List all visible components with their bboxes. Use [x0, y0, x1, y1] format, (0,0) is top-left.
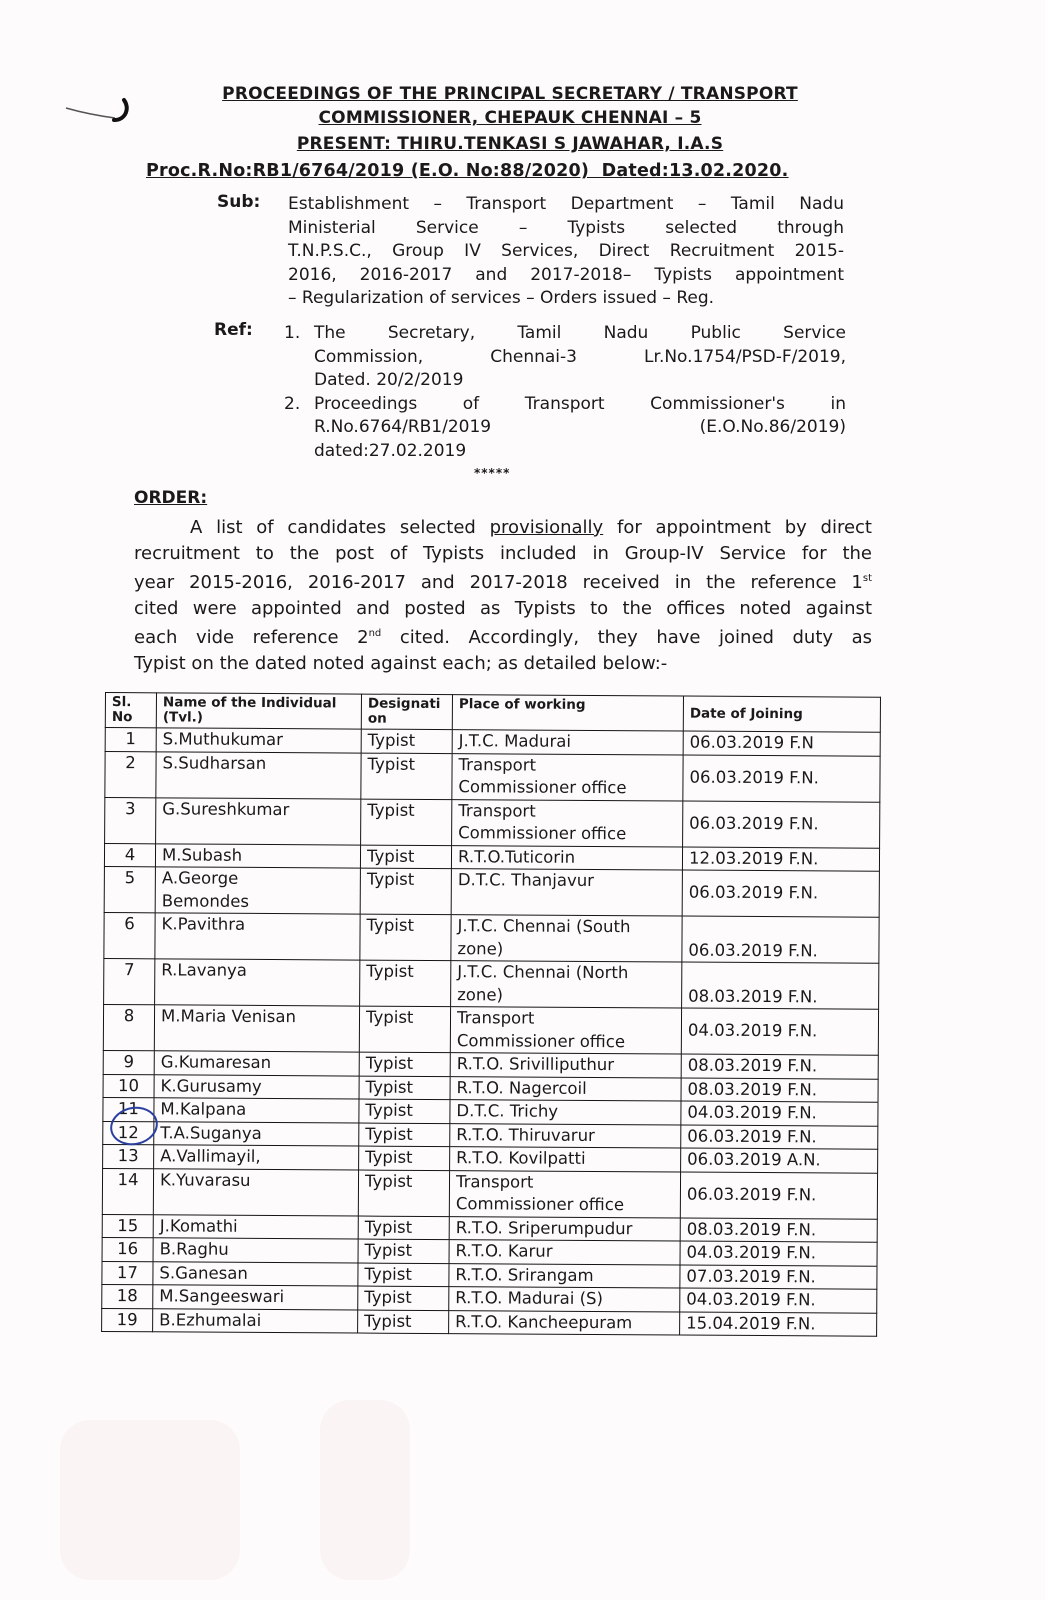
cell-sl-no: 16 — [102, 1237, 153, 1261]
place-line: Commissioner office — [455, 1194, 625, 1215]
cell-place: R.T.O. Kancheepuram — [449, 1310, 680, 1335]
order-text-fragment: A list of candidates selected — [190, 517, 490, 538]
reference-line: R.No.6764/RB1/2019 (E.O.No.86/2019) — [314, 417, 846, 437]
cell-date: 04.03.2019 F.N. — [681, 1008, 878, 1055]
cell-designation: Typist — [360, 868, 451, 915]
cell-name: R.Lavanya — [155, 959, 360, 1006]
cell-designation: Typist — [358, 1239, 449, 1263]
order-line — [134, 621, 872, 651]
cell-name: B.Ezhumalai — [153, 1308, 358, 1333]
place-line: Transport — [458, 800, 536, 821]
cell-designation: Typist — [361, 799, 452, 846]
cell-sl-no: 5 — [104, 866, 155, 912]
cell-name: M.Sangeeswari — [153, 1285, 358, 1310]
cell-place: R.T.O. Srivilliputhur — [450, 1053, 681, 1078]
cell-place: R.T.O. Kovilpatti — [450, 1147, 681, 1172]
cell-date: 06.03.2019 F.N. — [681, 1125, 878, 1150]
cell-place: R.T.O. Srirangam — [449, 1263, 680, 1288]
header-title-line-1: PROCEEDINGS OF THE PRINCIPAL SECRETARY / TRANSPORT — [222, 84, 798, 104]
cell-place: R.T.O. Madurai (S) — [449, 1287, 680, 1312]
cell-designation: Typist — [359, 1076, 450, 1100]
cell-place: J.T.C. Chennai (South zone) — [451, 915, 682, 962]
cell-place — [452, 753, 683, 800]
subject-line: Ministerial Service – Typists selected through — [288, 217, 844, 238]
cell-place: D.T.C. Trichy — [450, 1100, 681, 1125]
cell-sl-no: 11 — [103, 1097, 154, 1121]
cell-name: B.Raghu — [153, 1238, 358, 1263]
subject-line: 2016, 2016-2017 and 2017-2018– Typists appointment — [288, 264, 844, 285]
cell-place: R.T.O. Sriperumpudur — [449, 1216, 680, 1241]
cell-designation: Typist — [359, 1146, 450, 1170]
column-header-name: Name of the Individual (Tvl.) — [156, 693, 361, 729]
cell-name: J.Komathi — [153, 1214, 358, 1239]
cell-name: K.Yuvarasu — [153, 1168, 358, 1215]
cell-name: S.Muthukumar — [156, 728, 361, 753]
cell-designation: Typist — [358, 1310, 449, 1334]
cell-place — [452, 799, 683, 846]
subject-label: Sub: — [217, 192, 261, 212]
reference-line: Commission, Chennai-3 Lr.No.1754/PSD-F/2019, — [314, 346, 846, 367]
order-text-fragment: for appointment by direct — [603, 517, 872, 538]
cell-place: R.T.O. Nagercoil — [450, 1076, 681, 1101]
appointments-table — [101, 692, 881, 1337]
cell-sl-no: 8 — [103, 1004, 154, 1050]
cell-designation: Typist — [358, 1286, 449, 1310]
reference-number: 2. — [284, 393, 301, 414]
order-line: Typist on the dated noted against each; as detailed below:- — [134, 652, 668, 674]
proc-number: Proc.R.No:RB1/6764/2019 — [146, 161, 405, 181]
cell-date: 04.03.2019 F.N. — [680, 1288, 877, 1313]
reference-item — [284, 322, 846, 393]
proceedings-date: Dated:13.02.2020. — [601, 161, 789, 181]
subject-text — [288, 193, 844, 311]
place-line: Commissioner office — [456, 1030, 626, 1051]
place-line: Transport — [458, 754, 537, 775]
order-text-fragment: cited. Accordingly, they have joined duty as — [381, 627, 872, 648]
cell-designation: Typist — [359, 1052, 450, 1076]
cell-designation: Typist — [361, 753, 452, 800]
subject-line: T.N.P.S.C., Group IV Services, Direct Recruitment 2015- — [288, 241, 844, 261]
cell-date: 12.03.2019 F.N. — [682, 847, 879, 872]
order-text-fragment: each vide reference 2 — [134, 627, 369, 648]
place-line: Transport — [456, 1008, 535, 1028]
place-line: Transport — [455, 1171, 534, 1192]
reference-list — [284, 322, 846, 463]
cell-name: T.A.Suganya — [154, 1121, 359, 1146]
cell-designation: Typist — [360, 914, 451, 961]
cell-name: A.Vallimayil, — [154, 1145, 359, 1170]
cell-designation: Typist — [358, 1216, 449, 1240]
reference-item — [284, 393, 846, 464]
ordinal-suffix: nd — [368, 628, 382, 639]
subject-line: – Regularization of services – Orders issued – Reg. — [288, 288, 715, 308]
cell-designation: Typist — [361, 729, 452, 753]
cell-name: S.Ganesan — [153, 1261, 358, 1286]
cell-date: 06.03.2019 F.N. — [683, 801, 880, 848]
cell-date: 07.03.2019 F.N. — [680, 1265, 877, 1290]
cell-sl-no: 15 — [102, 1214, 153, 1238]
cell-name: K.Gurusamy — [154, 1074, 359, 1099]
table-row — [104, 958, 879, 1009]
cell-place: R.T.O. Thiruvarur — [450, 1123, 681, 1148]
cell-name: G.Sureshkumar — [156, 797, 361, 844]
reference-line: Proceedings of Transport Commissioner's in — [314, 393, 846, 414]
cell-designation: Typist — [359, 1123, 450, 1147]
cell-date: 06.03.2019 F.N. — [683, 755, 880, 802]
cell-sl-no: 9 — [103, 1050, 154, 1074]
cell-sl-no: 12 — [103, 1121, 154, 1145]
table-header-row — [105, 693, 880, 733]
cell-date: 08.03.2019 F.N. — [681, 1078, 878, 1103]
order-line — [134, 515, 872, 541]
cell-name: M.Subash — [155, 843, 360, 868]
cell-name: K.Pavithra — [155, 913, 360, 960]
cell-name — [155, 867, 360, 914]
ordinal-suffix: st — [862, 573, 872, 584]
cell-designation: Typist — [359, 1099, 450, 1123]
section-separator: ***** — [474, 466, 511, 480]
cell-sl-no: 18 — [102, 1284, 153, 1308]
order-underlined-word: provisionally — [489, 517, 604, 538]
cell-sl-no: 3 — [105, 797, 156, 843]
cell-sl-no: 1 — [105, 728, 156, 752]
cell-sl-no: 4 — [104, 843, 155, 867]
cell-date: 08.03.2019 F.N. — [682, 962, 879, 1009]
cell-date: 08.03.2019 F.N. — [680, 1218, 877, 1243]
reference-line: The Secretary, Tamil Nadu Public Service — [314, 323, 846, 343]
cell-sl-no: 7 — [104, 958, 155, 1004]
cell-place — [449, 1170, 680, 1217]
cell-sl-no: 14 — [102, 1168, 153, 1214]
cell-date: 04.03.2019 F.N. — [681, 1101, 878, 1126]
reference-number: 1. — [284, 323, 301, 343]
cell-sl-no: 13 — [103, 1144, 154, 1168]
column-header-sl-no: Sl. No — [105, 693, 156, 728]
cell-date: 06.03.2019 F.N. — [682, 916, 879, 963]
table-row — [105, 797, 880, 848]
cell-place: R.T.O. Karur — [449, 1240, 680, 1265]
name-line: Bemondes — [161, 890, 250, 911]
proceedings-reference-line — [146, 160, 866, 182]
cell-date: 06.03.2019 F.N — [683, 731, 880, 756]
subject-line: Establishment – Transport Department – Tamil Nadu — [288, 194, 844, 214]
cell-name: S.Sudharsan — [156, 751, 361, 798]
cell-sl-no: 6 — [104, 912, 155, 958]
cell-designation: Typist — [360, 845, 451, 869]
cell-date: 08.03.2019 F.N. — [681, 1054, 878, 1079]
order-paragraph — [134, 515, 872, 676]
cell-place — [450, 1007, 681, 1054]
column-header-place: Place of working — [452, 695, 683, 731]
order-line — [134, 566, 872, 596]
place-line: Commissioner office — [458, 823, 627, 844]
reference-label: Ref: — [214, 320, 253, 340]
header-present-line: PRESENT: THIRU.TENKASI S JAWAHAR, I.A.S — [296, 134, 724, 154]
table-row — [105, 751, 880, 802]
cell-name: G.Kumaresan — [154, 1051, 359, 1076]
cell-sl-no: 19 — [102, 1308, 153, 1332]
cell-date: 04.03.2019 F.N. — [680, 1241, 877, 1266]
reference-line: dated:27.02.2019 — [314, 440, 467, 461]
cell-sl-no: 17 — [102, 1261, 153, 1285]
table-row — [103, 1004, 878, 1055]
table-body — [102, 728, 881, 1337]
header-title-line-2: COMMISSIONER, CHEPAUK CHENNAI – 5 — [318, 108, 702, 128]
order-heading: ORDER: — [134, 488, 208, 508]
cell-date: 06.03.2019 F.N. — [680, 1172, 877, 1219]
cell-designation: Typist — [358, 1263, 449, 1287]
handwritten-mark — [60, 96, 130, 126]
order-line: cited were appointed and posted as Typists to the offices noted against — [134, 597, 872, 619]
cell-designation: Typist — [358, 1170, 449, 1217]
cell-name: M.Maria Venisan — [154, 1005, 359, 1052]
column-header-date: Date of Joining — [683, 696, 880, 732]
cell-date: 15.04.2019 F.N. — [680, 1312, 877, 1337]
cell-designation: Typist — [359, 1006, 450, 1053]
name-line: A.George — [161, 868, 239, 888]
table-row — [104, 866, 879, 917]
cell-date: 06.03.2019 F.N. — [682, 870, 879, 917]
table-row — [102, 1168, 877, 1219]
column-header-designation: Designati on — [361, 694, 452, 730]
cell-name: M.Kalpana — [154, 1098, 359, 1123]
cell-place: J.T.C. Chennai (North zone) — [451, 961, 682, 1008]
cell-designation: Typist — [360, 960, 451, 1007]
table-row — [102, 1308, 877, 1336]
cell-place: D.T.C. Thanjavur — [451, 869, 682, 916]
place-line: Commissioner office — [458, 777, 627, 798]
eo-number: (E.O. No:88/2020) — [410, 161, 590, 181]
table-row — [104, 912, 879, 963]
order-text-fragment: year 2015-2016, 2016-2017 and 2017-2018 received in the reference 1 — [134, 572, 863, 593]
paper-stain — [60, 1420, 240, 1580]
cell-sl-no: 2 — [105, 751, 156, 797]
cell-place: R.T.O.Tuticorin — [451, 845, 682, 870]
cell-date: 06.03.2019 A.N. — [681, 1148, 878, 1173]
reference-line: Dated. 20/2/2019 — [314, 370, 464, 390]
paper-stain — [320, 1400, 410, 1580]
cell-sl-no: 10 — [103, 1074, 154, 1098]
cell-place: J.T.C. Madurai — [452, 730, 683, 755]
order-line: recruitment to the post of Typists included in Group-IV Service for the — [134, 542, 872, 564]
